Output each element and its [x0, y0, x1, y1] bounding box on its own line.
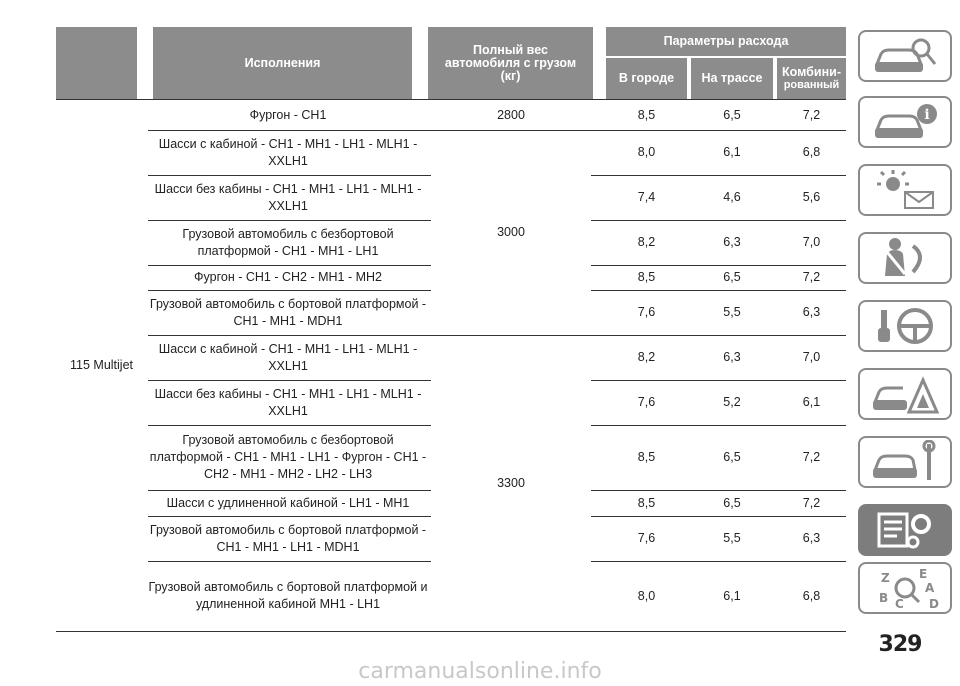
combined-value: 7,2 [802, 450, 821, 464]
version-cell: Фургон - CH1 [249, 107, 327, 122]
sidebar-tab-index[interactable] [858, 562, 952, 614]
version-cell: Грузовой автомобиль с бортовой платформой - CH1 - MH1 - MDH1 [149, 296, 427, 328]
warning-light-mail-icon [869, 168, 941, 212]
sidebar-tab-start-drive[interactable] [858, 300, 952, 352]
sidebar-tab-car-search[interactable] [858, 30, 952, 82]
row-divider [148, 290, 431, 291]
city-value: 8,5 [637, 450, 656, 464]
engine-cell: 115 Multijet [70, 358, 133, 372]
header-weight: Полный вес автомобиля с грузом (кг) [428, 27, 593, 99]
header-combined: Комбини- рованный [777, 58, 846, 99]
watermark: carmanualsonline.info [358, 659, 602, 684]
sidebar-tab-maintenance[interactable] [858, 436, 952, 488]
highway-value: 6,3 [723, 235, 741, 249]
combined-value: 6,8 [802, 588, 821, 603]
combined-value: 6,3 [802, 531, 821, 545]
row-divider [148, 265, 431, 266]
svg-text:Z: Z [881, 571, 890, 585]
version-cell: Шасси с кабиной - CH1 - MH1 - LH1 - MLH1 - XXLH1 [158, 136, 418, 168]
city-value: 7,6 [637, 395, 656, 409]
header-version: Исполнения [153, 27, 412, 99]
highway-value: 6,3 [723, 350, 741, 364]
highway-value: 5,5 [723, 305, 741, 319]
header-highway: На трассе [691, 58, 773, 99]
combined-value: 7,2 [802, 107, 821, 122]
version-cell: Шасси без кабины - CH1 - MH1 - LH1 - MLH1 - XXLH1 [154, 181, 422, 213]
city-value: 8,5 [637, 107, 656, 122]
header-city: В городе [606, 58, 687, 99]
highway-value: 6,5 [723, 495, 741, 510]
version-cell: Шасси без кабины - CH1 - MH1 - LH1 - MLH1 - XXLH1 [154, 386, 422, 418]
sidebar-tab-car-info[interactable] [858, 96, 952, 148]
city-value: 8,0 [637, 588, 656, 603]
row-divider [148, 425, 431, 426]
highway-value: 4,6 [723, 190, 741, 204]
row-divider [591, 561, 846, 562]
seatbelt-airbag-icon [869, 236, 941, 280]
index-az-icon [869, 566, 941, 610]
row-divider [591, 175, 846, 176]
car-search-icon [869, 34, 941, 78]
svg-text:D: D [929, 597, 939, 610]
key-steering-wheel-icon [869, 304, 941, 348]
svg-text:E: E [919, 567, 928, 581]
city-value: 8,0 [637, 145, 656, 159]
version-cell: Фургон - CH1 - CH2 - MH1 - MH2 [194, 270, 382, 284]
version-cell: Шасси с удлиненной кабиной - LH1 - MH1 [166, 495, 410, 510]
sidebar-tab-warning-lights[interactable] [858, 164, 952, 216]
header-blank [56, 27, 137, 99]
version-cell: Грузовой автомобиль с безбортовой платформой - CH1 - MH1 - LH1 - Фургон - CH1 - CH2 - MH1 - MH2 - LH2 - LH3 [149, 433, 427, 481]
combined-value: 6,8 [802, 145, 821, 159]
version-cell: Грузовой автомобиль с бортовой платформой и удлиненной кабиной MH1 - LH1 [148, 580, 428, 611]
highway-value: 5,2 [723, 395, 741, 409]
row-divider [148, 561, 431, 562]
row-divider [148, 220, 431, 221]
sidebar-tab-specifications[interactable] [858, 504, 952, 556]
city-value: 8,5 [637, 270, 656, 284]
city-value: 8,2 [637, 350, 656, 364]
version-cell: Грузовой автомобиль с безбортовой платформой - CH1 - MH1 - LH1 [182, 226, 394, 258]
highway-value: 6,1 [723, 588, 741, 603]
row-divider [148, 490, 431, 491]
row-divider [148, 175, 431, 176]
highway-value: 6,1 [723, 145, 741, 159]
svg-text:A: A [925, 581, 935, 595]
row-divider [591, 220, 846, 221]
car-wrench-icon [869, 440, 941, 484]
combined-value: 6,1 [802, 395, 821, 409]
sidebar-tab-emergency[interactable] [858, 368, 952, 420]
car-info-icon [869, 100, 941, 144]
row-divider [591, 380, 846, 381]
weight-cell: 3300 [497, 475, 525, 490]
city-value: 8,2 [637, 235, 656, 249]
combined-value: 7,2 [802, 495, 821, 510]
city-value: 7,4 [637, 190, 656, 204]
highway-value: 6,5 [723, 270, 741, 284]
combined-value: 5,6 [802, 190, 821, 204]
row-divider [591, 265, 846, 266]
row-divider [591, 290, 846, 291]
table-rule [56, 631, 846, 632]
highway-value: 5,5 [723, 531, 741, 545]
svg-text:C: C [895, 597, 904, 610]
combined-value: 6,3 [802, 305, 821, 319]
row-divider [591, 425, 846, 426]
combined-value: 7,0 [802, 235, 821, 249]
svg-text:B: B [879, 591, 889, 605]
specs-gear-icon [869, 508, 941, 552]
highway-value: 6,5 [723, 450, 741, 464]
sidebar-tab-safety[interactable] [858, 232, 952, 284]
city-value: 7,6 [637, 531, 656, 545]
header-consumption: Параметры расхода [606, 27, 846, 56]
row-divider [148, 335, 846, 336]
weight-cell: 3000 [497, 225, 525, 239]
svg-text:i: i [924, 107, 930, 123]
version-cell: Шасси с кабиной - CH1 - MH1 - LH1 - MLH1 - XXLH1 [158, 341, 418, 373]
row-divider [148, 380, 431, 381]
car-warning-triangle-icon [869, 372, 941, 416]
version-cell: Грузовой автомобиль с бортовой платформой - CH1 - MH1 - LH1 - MDH1 [149, 522, 427, 554]
weight-cell: 2800 [497, 107, 525, 122]
row-divider [148, 516, 431, 517]
combined-value: 7,0 [802, 350, 821, 364]
combined-value: 7,2 [802, 270, 821, 284]
row-divider [591, 490, 846, 491]
row-divider [591, 516, 846, 517]
city-value: 8,5 [637, 495, 656, 510]
page-number: 329 [878, 632, 922, 657]
city-value: 7,6 [637, 305, 656, 319]
highway-value: 6,5 [723, 107, 741, 122]
row-divider [148, 130, 846, 131]
